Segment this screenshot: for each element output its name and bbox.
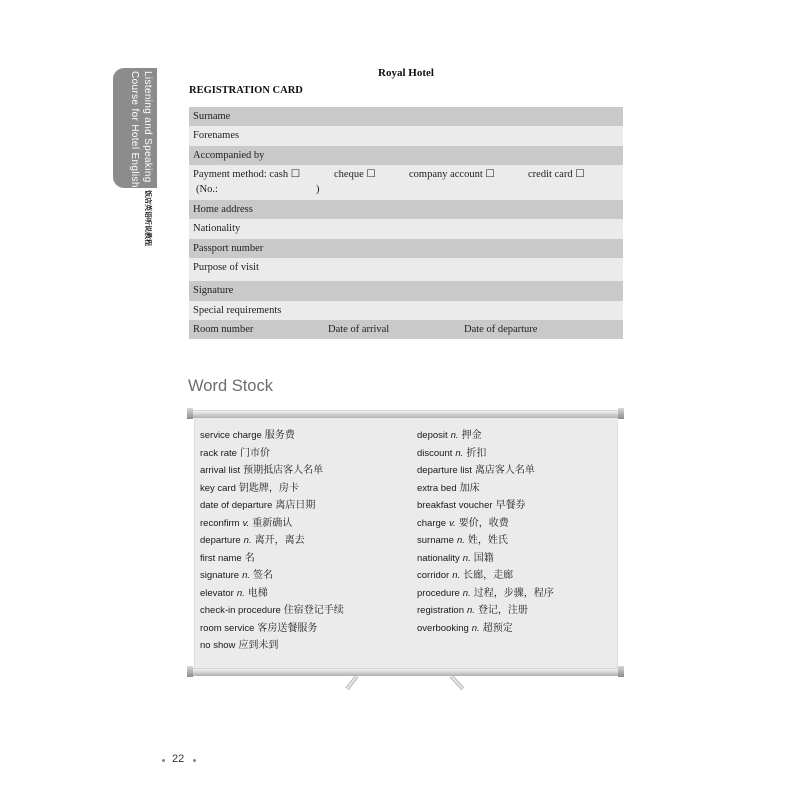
word-entry <box>417 427 554 445</box>
word-part-of-speech: n. <box>243 535 252 546</box>
word-term: check-in procedure <box>200 605 281 616</box>
forenames-row <box>189 126 623 146</box>
word-entry <box>200 445 344 463</box>
word-part-of-speech: n. <box>462 587 471 599</box>
rod-cap-left <box>187 666 193 677</box>
course-title-line-2: Course for Hotel English <box>129 71 140 188</box>
word-part-of-speech: v. <box>449 517 456 529</box>
word-term: arrival list <box>200 465 241 476</box>
word-meaning: 离开，离去 <box>254 535 305 546</box>
signature-label: Signature <box>193 285 234 296</box>
word-part-of-speech: v. <box>242 517 250 529</box>
word-part-of-speech: n. <box>242 570 251 581</box>
word-term: no show <box>200 640 236 651</box>
payment-cash-option: Payment method: cash ☐ <box>193 169 301 180</box>
stand-leg-right <box>451 676 463 689</box>
card-title: REGISTRATION CARD <box>189 85 303 96</box>
word-entry <box>417 480 554 498</box>
passport-number-row <box>189 239 623 258</box>
payment-credit-card-option: credit card ☐ <box>528 169 585 180</box>
word-entry <box>417 620 554 638</box>
surname-label: Surname <box>193 111 231 122</box>
word-entry <box>417 567 554 585</box>
rod-cap-right <box>618 408 624 419</box>
word-part-of-speech: n. <box>450 430 459 441</box>
nationality-row <box>189 219 623 239</box>
word-stock-heading: Word Stock <box>188 377 273 395</box>
word-meaning: 离店日期 <box>275 500 316 511</box>
word-meaning: 要价，收费 <box>458 517 509 529</box>
word-term: nationality <box>417 552 460 564</box>
rod-cap-right <box>618 666 624 677</box>
word-entry <box>200 637 344 655</box>
word-entry <box>417 497 554 515</box>
word-term: overbooking <box>417 622 469 634</box>
payment-company-account-option: company account ☐ <box>409 169 495 180</box>
word-entry <box>417 585 554 603</box>
date-of-departure-label: Date of departure <box>464 324 538 335</box>
word-meaning: 钥匙牌，房卡 <box>238 482 299 494</box>
surname-row <box>189 107 623 126</box>
word-meaning: 早餐券 <box>495 500 526 511</box>
registration-form <box>189 107 623 339</box>
word-entry <box>417 515 554 533</box>
word-entry <box>417 532 554 550</box>
word-term: key card <box>200 482 236 494</box>
word-meaning: 加床 <box>459 482 480 494</box>
special-requirements-label: Special requirements <box>193 305 282 316</box>
course-title-line-1: Listening and Speaking <box>142 71 153 183</box>
word-entry <box>200 497 344 515</box>
room-number-label: Room number <box>193 324 254 335</box>
word-meaning: 服务费 <box>264 430 295 441</box>
word-meaning: 客房送餐服务 <box>257 622 318 634</box>
word-meaning: 长廊，走廊 <box>463 570 514 581</box>
word-part-of-speech: n. <box>455 447 464 459</box>
word-term: service charge <box>200 430 262 441</box>
word-entry <box>200 515 344 533</box>
forenames-label: Forenames <box>193 130 240 141</box>
word-entry <box>200 602 344 620</box>
board-stand-legs <box>340 676 470 691</box>
date-of-arrival-label: Date of arrival <box>328 324 390 335</box>
signature-row <box>189 281 623 301</box>
word-entry <box>200 462 344 480</box>
word-part-of-speech: n. <box>462 552 471 564</box>
word-term: signature <box>200 570 240 581</box>
word-entry <box>200 620 344 638</box>
home-address-row <box>189 200 623 219</box>
word-meaning: 登记，注册 <box>477 605 528 616</box>
word-meaning: 预期抵店客人名单 <box>243 465 324 476</box>
word-list-right <box>417 427 554 637</box>
word-term: discount <box>417 447 453 459</box>
word-meaning: 签名 <box>253 570 274 581</box>
word-meaning: 门市价 <box>239 447 270 459</box>
side-tab <box>113 68 157 188</box>
word-part-of-speech: n. <box>456 535 465 546</box>
page-number-dot-right <box>193 759 196 762</box>
word-meaning: 超预定 <box>482 622 513 634</box>
word-term: deposit <box>417 430 448 441</box>
word-part-of-speech: n. <box>452 570 461 581</box>
word-term: departure list <box>417 465 472 476</box>
purpose-of-visit-label: Purpose of visit <box>193 262 259 273</box>
word-term: surname <box>417 535 454 546</box>
word-term: reconfirm <box>200 517 240 529</box>
word-term: rack rate <box>200 447 237 459</box>
word-entry <box>417 462 554 480</box>
word-meaning: 电梯 <box>247 587 268 599</box>
word-entry <box>417 445 554 463</box>
word-term: charge <box>417 517 447 529</box>
word-entry <box>200 480 344 498</box>
special-requirements-row <box>189 301 623 320</box>
purpose-of-visit-row <box>189 258 623 281</box>
word-term: extra bed <box>417 482 457 494</box>
nationality-label: Nationality <box>193 223 241 234</box>
word-entry <box>417 602 554 620</box>
word-entry <box>417 550 554 568</box>
word-entry <box>200 550 344 568</box>
home-address-label: Home address <box>193 204 253 215</box>
word-meaning: 折扣 <box>466 447 487 459</box>
word-meaning: 名 <box>244 552 255 564</box>
word-term: procedure <box>417 587 460 599</box>
page-number-dot-left <box>162 759 165 762</box>
payment-method-row <box>189 165 623 200</box>
word-term: breakfast voucher <box>417 500 493 511</box>
word-term: elevator <box>200 587 234 599</box>
word-term: first name <box>200 552 242 564</box>
board-top-rod <box>188 410 623 418</box>
hotel-name: Royal Hotel <box>378 67 434 79</box>
word-meaning: 国籍 <box>473 552 494 564</box>
payment-cheque-option: cheque ☐ <box>334 169 376 180</box>
word-meaning: 姓，姓氏 <box>467 535 508 546</box>
page-number: 22 <box>172 753 185 765</box>
word-meaning: 重新确认 <box>252 517 293 529</box>
stand-leg-left <box>347 676 357 689</box>
word-meaning: 押金 <box>461 430 482 441</box>
word-term: registration <box>417 605 464 616</box>
passport-number-label: Passport number <box>193 243 264 254</box>
word-meaning: 应到未到 <box>238 640 279 651</box>
board-bottom-rod <box>188 668 623 676</box>
word-part-of-speech: n. <box>236 587 245 599</box>
word-term: departure <box>200 535 241 546</box>
word-meaning: 离店客人名单 <box>474 465 535 476</box>
word-list-left <box>200 427 344 655</box>
word-entry <box>200 585 344 603</box>
word-entry <box>200 567 344 585</box>
word-part-of-speech: n. <box>467 605 475 616</box>
word-term: date of departure <box>200 500 273 511</box>
course-title-chinese: 饭店英语听说教程 <box>144 190 152 246</box>
word-term: corridor <box>417 570 450 581</box>
card-number-close: ) <box>316 184 320 195</box>
accompanied-by-row <box>189 146 623 165</box>
word-meaning: 住宿登记手续 <box>283 605 344 616</box>
word-entry <box>200 532 344 550</box>
word-term: room service <box>200 622 255 634</box>
word-meaning: 过程，步骤，程序 <box>473 587 554 599</box>
accompanied-by-label: Accompanied by <box>193 150 265 161</box>
rod-cap-left <box>187 408 193 419</box>
course-title <box>128 71 154 188</box>
word-stock-board <box>194 418 618 668</box>
word-entry <box>200 427 344 445</box>
room-dates-row <box>189 320 623 339</box>
card-number-open: (No.: <box>196 184 218 195</box>
word-part-of-speech: n. <box>471 622 480 634</box>
